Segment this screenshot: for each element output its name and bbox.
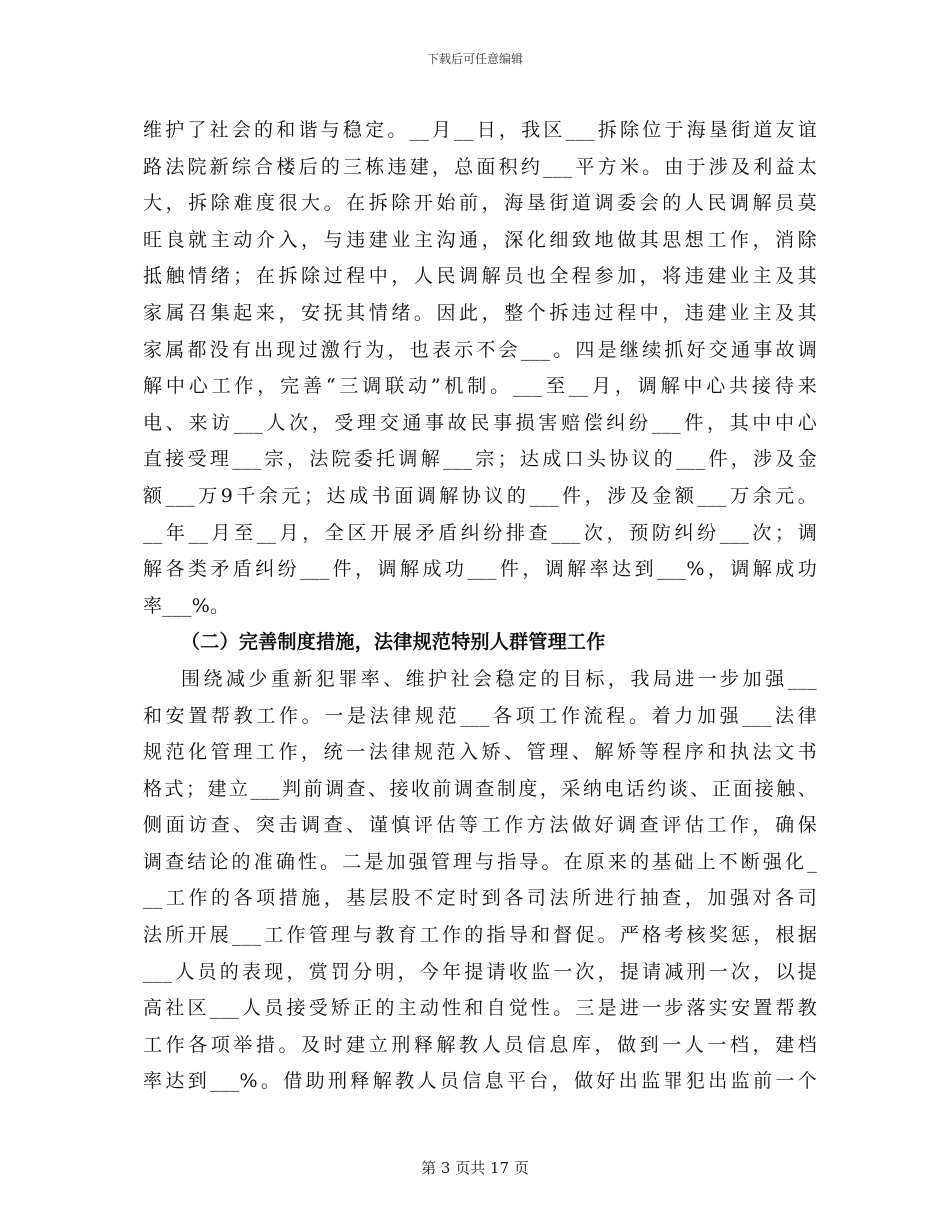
text-line: 围绕减少重新犯罪率、维护社会稳定的目标，我局进一步加强___: [181, 667, 817, 690]
text-line: 家属都没有出现过激行为，也表示不会___。四是继续抓好交通事故调: [143, 338, 817, 361]
text-line: 直接受理___宗，法院委托调解___宗；达成口头协议的___件，涉及金: [143, 448, 817, 471]
text-line: 路法院新综合楼后的三栋违建，总面积约___平方米。由于涉及利益太: [143, 155, 817, 178]
text-line: ___人员的表现，赏罚分明，今年提请收监一次，提请减刑一次，以提: [143, 960, 817, 983]
text-line: 大，拆除难度很大。在拆除开始前，海垦街道调委会的人民调解员莫: [143, 192, 817, 215]
document-body: [143, 112, 817, 1100]
text-line: 率___%。: [143, 594, 230, 617]
text-line: 格式；建立___判前调查、接收前调查制度，采纳电话约谈、正面接触、: [143, 777, 817, 800]
text-line: __工作的各项措施，基层股不定时到各司法所进行抽查，加强对各司: [143, 887, 817, 910]
text-line: 维护了社会的和谐与稳定。__月__日，我区___拆除位于海垦街道友谊: [143, 119, 817, 141]
text-line: 侧面访查、突击调查、谨慎评估等工作方法做好调查评估工作，确保: [143, 814, 817, 837]
text-line: 规范化管理工作，统一法律规范入矫、管理、解矫等程序和执法文书: [143, 741, 817, 764]
page-footer: 第 3 页共 17 页: [421, 1159, 529, 1177]
text-line: 率达到___%。借助刑释解教人员信息平台，做好出监罪犯出监前一个: [143, 1070, 817, 1093]
text-line: 解各类矛盾纠纷___件，调解成功___件，调解率达到___%，调解成功: [143, 558, 817, 581]
text-line: 抵触情绪；在拆除过程中，人民调解员也全程参加，将违建业主及其: [143, 265, 817, 288]
text-line: 和安置帮教工作。一是法律规范___各项工作流程。着力加强___法律: [143, 704, 817, 727]
text-line: 调查结论的准确性。二是加强管理与指导。在原来的基础上不断强化_: [143, 850, 817, 873]
text-line: 解中心工作，完善“三调联动”机制。___至__月，调解中心共接待来: [143, 375, 817, 398]
section-heading: （二）完善制度措施，法律规范特别人群管理工作: [181, 631, 606, 654]
text-line: 额___万9千余元；达成书面调解协议的___件，涉及金额___万余元。: [143, 484, 817, 507]
text-line: 家属召集起来，安抚其情绪。因此，整个拆违过程中，违建业主及其: [143, 301, 817, 324]
page-header-note: 下载后可任意编辑: [426, 52, 523, 66]
text-line: 电、来访___人次，受理交通事故民事损害赔偿纠纷___件，其中中心: [143, 411, 817, 434]
text-line: 法所开展___工作管理与教育工作的指导和督促。严格考核奖惩，根据: [143, 924, 817, 947]
text-line: 工作各项举措。及时建立刑释解教人员信息库，做到一人一档，建档: [143, 1033, 817, 1056]
text-line: __年__月至__月，全区开展矛盾纠纷排查___次，预防纠纷___次；调: [143, 521, 817, 544]
text-line: 旺良就主动介入，与违建业主沟通，深化细致地做其思想工作，消除: [143, 228, 817, 251]
text-line: 高社区___人员接受矫正的主动性和自觉性。三是进一步落实安置帮教: [143, 997, 817, 1020]
